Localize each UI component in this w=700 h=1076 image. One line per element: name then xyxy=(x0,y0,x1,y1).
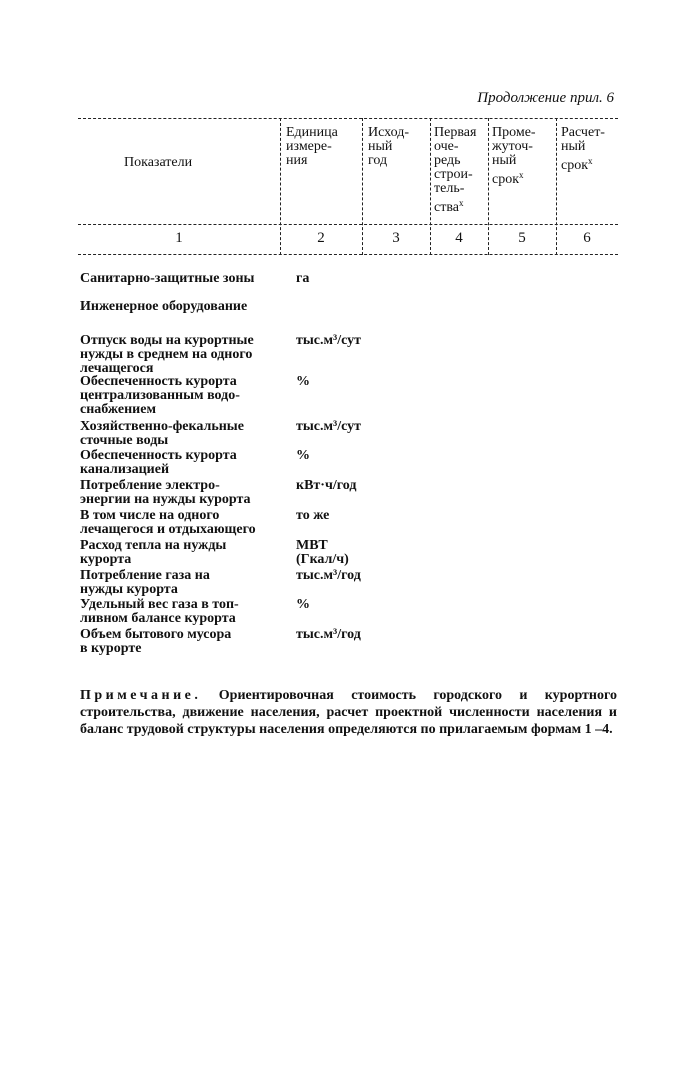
column-number: 6 xyxy=(583,230,591,246)
indicator-unit xyxy=(296,420,361,434)
unit-line: га xyxy=(296,271,310,286)
label-line: Потребление газа на xyxy=(80,568,210,583)
header-line: ния xyxy=(286,153,308,168)
label-line: канализацией xyxy=(80,462,170,477)
note-lead: Примечание. xyxy=(80,688,202,703)
column-number: 1 xyxy=(175,230,183,246)
header-first-stage xyxy=(434,126,476,215)
indicator-unit xyxy=(296,334,361,348)
unit-line: тыс.м³/сут xyxy=(296,419,362,434)
header-line: Проме- xyxy=(492,125,536,140)
header-line: ный xyxy=(561,139,586,154)
header-design-term xyxy=(561,126,605,173)
header-line: Показатели xyxy=(124,155,193,170)
label-line: Хозяйственно-фекальные xyxy=(80,419,244,434)
indicator-label xyxy=(80,420,244,448)
header-line: Первая xyxy=(434,125,477,140)
note-text: Ориентировочная стоимость городского и курортного строительства, движение населения, расчет проектной численности населения и баланс трудовой структуры населения определяются по прилагаемым формам 1 –4. xyxy=(80,688,617,737)
label-line: Санитарно-защитные зоны xyxy=(80,271,255,286)
indicator-label xyxy=(80,539,226,567)
label-line: В том числе на одного xyxy=(80,508,220,523)
header-unit xyxy=(286,126,338,168)
unit-line: % xyxy=(296,448,310,463)
indicator-label xyxy=(80,272,254,286)
indicator-unit xyxy=(296,598,310,612)
unit-line: тыс.м³/год xyxy=(296,627,361,642)
note-paragraph xyxy=(80,687,617,738)
indicator-label xyxy=(80,569,210,597)
label-line: Обеспеченность курорта xyxy=(80,374,237,389)
column-number: 3 xyxy=(392,230,400,246)
indicator-label xyxy=(80,479,251,507)
unit-line: % xyxy=(296,374,310,389)
label-line: Отпуск воды на курортные xyxy=(80,333,254,348)
indicator-label xyxy=(80,628,231,656)
unit-line: МВТ xyxy=(296,538,328,553)
label-line: сточные воды xyxy=(80,433,169,448)
label-line: Удельный вес газа в топ- xyxy=(80,597,239,612)
header-indicators xyxy=(124,156,192,170)
label-line: Инженерное оборудование xyxy=(80,299,248,314)
label-line: ливном балансе курорта xyxy=(80,611,236,626)
header-base-year xyxy=(368,126,409,168)
table-top-rule xyxy=(78,118,618,119)
column-number: 4 xyxy=(455,230,463,246)
header-line: ный xyxy=(492,153,517,168)
unit-line: кВт·ч/год xyxy=(296,478,357,493)
indicator-label xyxy=(80,300,247,314)
header-line: измере- xyxy=(286,139,332,154)
column-number: 5 xyxy=(518,230,526,246)
indicator-unit xyxy=(296,449,310,463)
label-line: лечащегося и отдыхающего xyxy=(80,522,256,537)
label-line: нужды в среднем на одного xyxy=(80,347,253,362)
indicator-label xyxy=(80,334,254,376)
indicator-unit xyxy=(296,272,309,286)
header-line: строи- xyxy=(434,167,473,182)
header-line: год xyxy=(368,153,388,168)
header-line: жуточ- xyxy=(492,139,533,154)
label-line: Расход тепла на нужды xyxy=(80,538,227,553)
unit-line: то же xyxy=(296,508,330,523)
header-table xyxy=(78,118,618,255)
unit-line: тыс.м³/год xyxy=(296,568,361,583)
footnote-mark: x xyxy=(458,198,464,208)
label-line: нужды курорта xyxy=(80,582,178,597)
indicator-unit xyxy=(296,479,356,493)
header-line: Исход- xyxy=(368,125,409,140)
footnote-mark: x xyxy=(519,170,524,180)
indicator-unit xyxy=(296,628,361,642)
indicator-unit xyxy=(296,539,349,567)
footnote-mark: x xyxy=(588,156,593,166)
indicator-unit xyxy=(296,509,329,523)
header-line: срок$^x$ xyxy=(492,170,524,187)
header-line: редь xyxy=(434,153,461,168)
label-line: энергии на нужды курорта xyxy=(80,492,251,507)
label-line: курорта xyxy=(80,552,132,567)
label-line: централизованным водо- xyxy=(80,388,240,403)
indicator-label xyxy=(80,509,256,537)
table-header-rule xyxy=(78,224,618,225)
indicator-label xyxy=(80,449,237,477)
label-line: снабжением xyxy=(80,402,156,417)
unit-line: (Гкал/ч) xyxy=(296,552,349,567)
indicator-label xyxy=(80,375,240,417)
label-line: Обеспеченность курорта xyxy=(80,448,237,463)
header-line: Расчет- xyxy=(561,125,605,140)
indicator-unit xyxy=(296,375,310,389)
header-line: ный xyxy=(368,139,393,154)
header-line: Единица xyxy=(286,125,338,140)
header-line: ства$^x$ xyxy=(434,198,464,215)
unit-line: % xyxy=(296,597,310,612)
header-intermediate-term xyxy=(492,126,536,187)
label-line: Объем бытового мусора xyxy=(80,627,232,642)
label-line: лечащегося xyxy=(80,361,154,376)
label-line: Потребление электро- xyxy=(80,478,220,493)
table-bottom-rule xyxy=(78,254,618,255)
label-line: в курорте xyxy=(80,641,142,656)
header-line: оче- xyxy=(434,139,459,154)
column-number: 2 xyxy=(317,230,325,246)
indicator-label xyxy=(80,598,239,626)
header-line: тель- xyxy=(434,181,465,196)
indicator-unit xyxy=(296,569,361,583)
unit-line: тыс.м³/сут xyxy=(296,333,362,348)
header-line: срок$^x$ xyxy=(561,156,593,173)
continuation-caption: Продолжение прил. 6 xyxy=(477,90,614,106)
